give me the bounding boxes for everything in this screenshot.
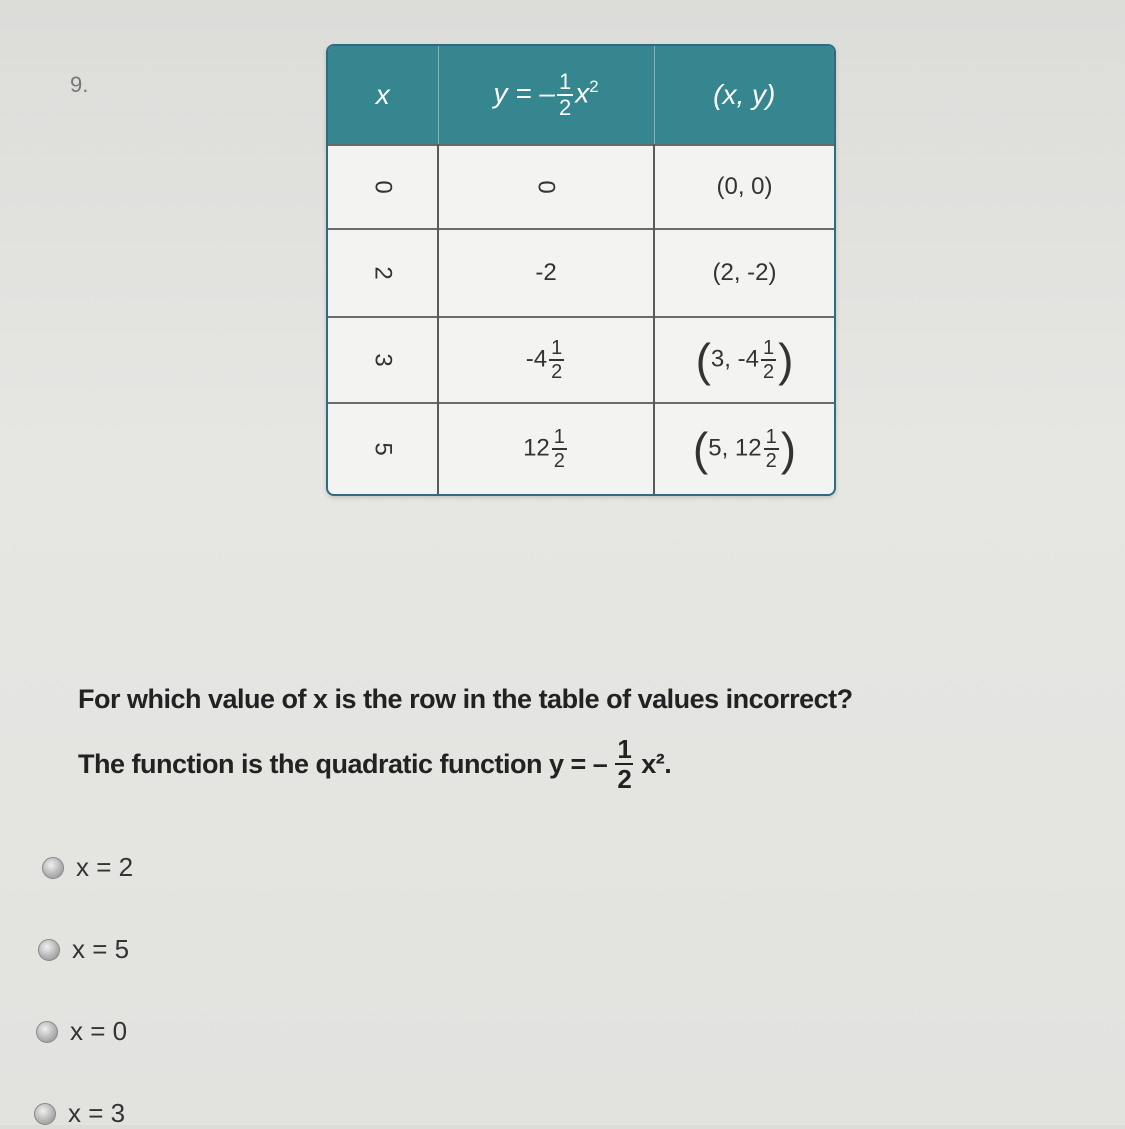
cell-x: 2 (328, 229, 438, 317)
table-header-row (328, 46, 834, 145)
function-fraction: $\frac{1}{2}$ (617, 734, 632, 794)
table-row (328, 229, 834, 317)
answer-option[interactable] (34, 1098, 125, 1129)
cell-pair: (0, 0) (654, 145, 834, 229)
option-label: x = 5 (72, 934, 130, 964)
values-table-container (326, 44, 836, 496)
radio-button[interactable] (38, 939, 60, 961)
function-prefix: The function is the quadratic function y = – (78, 748, 608, 779)
header-fraction: $\frac{1}{2}$ (558, 69, 572, 120)
question-prompt: For which value of x is the row in the table of values incorrect? (78, 684, 853, 714)
question-number: 9. (70, 72, 89, 97)
cell-fraction: $\frac{1}{2}$ (765, 425, 777, 472)
function-suffix: x². (641, 748, 672, 779)
function-statement (78, 736, 671, 792)
cell-fraction: $\frac{1}{2}$ (553, 425, 565, 472)
table-row (328, 403, 834, 494)
cell-y: -4 $\frac{1}{2}$ (438, 317, 654, 403)
cell-fraction: $\frac{1}{2}$ (551, 336, 563, 383)
table-row (328, 145, 834, 229)
cell-pair: (5, 12 $\frac{1}{2}$ ) (654, 403, 834, 494)
cell-y: 0 (438, 145, 654, 229)
radio-button[interactable] (36, 1021, 58, 1043)
option-label: x = 0 (70, 1016, 128, 1046)
values-table (328, 46, 834, 494)
answer-option[interactable] (42, 852, 133, 883)
cell-fraction: $\frac{1}{2}$ (762, 336, 775, 383)
table-row (328, 317, 834, 403)
answer-option[interactable] (38, 934, 129, 965)
option-label: x = 2 (76, 852, 134, 882)
cell-y: 12 $\frac{1}{2}$ (438, 403, 654, 494)
header-pair: (x, y) (654, 46, 834, 145)
cell-x: 3 (328, 317, 438, 403)
header-y-function: y = – $\frac{1}{2}$ $x^2$ (438, 46, 654, 145)
cell-pair: (3, -4 $\frac{1}{2}$ ) (654, 317, 834, 403)
cell-x: 0 (328, 145, 438, 229)
cell-x: 5 (328, 403, 438, 494)
cell-y: -2 (438, 229, 654, 317)
header-x: x (328, 46, 438, 145)
radio-button[interactable] (34, 1103, 56, 1125)
option-label: x = 3 (68, 1098, 126, 1128)
answer-option[interactable] (36, 1016, 127, 1047)
radio-button[interactable] (42, 857, 64, 879)
cell-pair: (2, -2) (654, 229, 834, 317)
